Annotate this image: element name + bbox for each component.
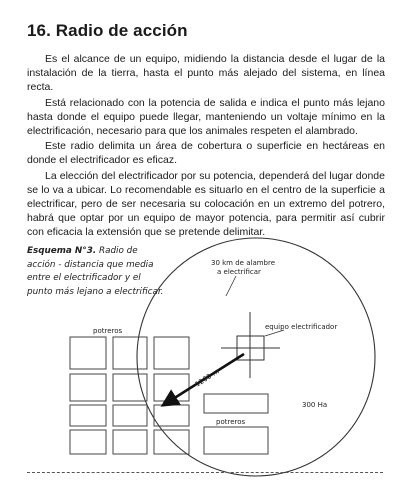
- paragraph: Este radio delimita un área de cobertura o superficie en hectáreas en donde el electrificador es eficaz.: [27, 140, 385, 167]
- wire-label-line2: a electrificar: [217, 268, 261, 276]
- electrifier-device: [221, 312, 284, 378]
- paddocks-label-bottom: potreros: [216, 418, 246, 426]
- device-label: equipo electrificador: [265, 323, 338, 331]
- section-title: Radio de acción: [55, 21, 188, 40]
- caption-text: Radio de acción - distancia que media entre el electrificador y el punto más lejano a electrificar.: [27, 246, 164, 297]
- wire-label-leader: [226, 276, 236, 296]
- radius-label: 1200 m: [193, 367, 221, 389]
- paddock-grid-left: [70, 337, 189, 454]
- bottom-divider: [27, 472, 383, 473]
- caption-label: Esquema N°3.: [27, 246, 97, 256]
- area-label: 300 Ha: [302, 401, 328, 409]
- wire-label-line1: 30 km de alambre: [211, 259, 276, 267]
- paragraph: Es el alcance de un equipo, midiendo la distancia desde el lugar de la instalación de la tierra, hasta el punto más alejado del sistema, en línea recta.: [27, 53, 385, 94]
- paragraph: La elección del electrificador por su potencia, dependerá del lugar donde se lo va a ubicar. Lo recomendable es situarlo en el centro de la superficie a electrificar, pero de ser necesaria su colocación en un extremo del potrero, habrá que optar por un equipo de mayor potencia, para permitir así cubrir con eficacia la extensión que se pretende delimitar.: [27, 169, 385, 239]
- paragraph: Está relacionado con la potencia de salida e indica el punto más lejano hasta donde el equipo puede llegar, manteniendo un voltaje mínimo en la electrificación, necesario para que los animales respeten el alambrado.: [27, 96, 385, 138]
- section-number: 16.: [27, 21, 51, 40]
- paddocks-label-top: potreros: [93, 327, 123, 335]
